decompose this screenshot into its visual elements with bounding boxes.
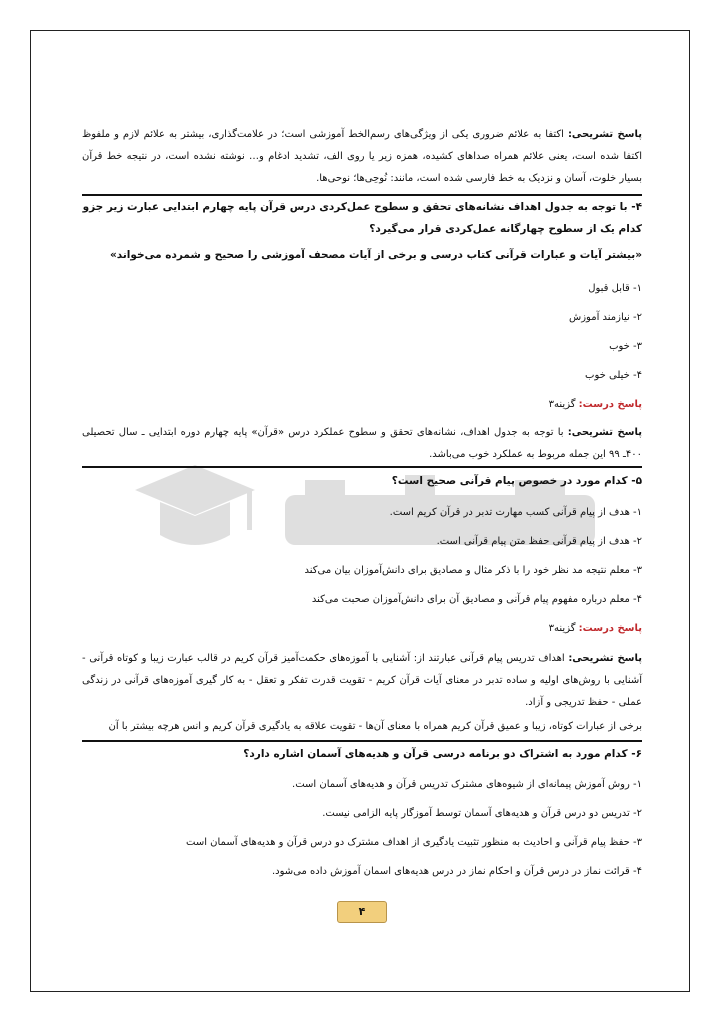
correct-answer-value: گزینه۳ [548, 623, 579, 634]
q4-option-1: ۱- قابل قبول [588, 283, 642, 294]
q6-option-1: ۱- روش آموزش پیمانه‌ای از شیوه‌های مشترک تدریس قرآن و هدیه‌های آسمان است. [292, 779, 642, 790]
question-4-options [82, 280, 642, 298]
q6-option-3-row [82, 834, 642, 852]
correct-answer-value: گزینه۳ [548, 399, 579, 410]
q4-option-3-row [82, 338, 642, 356]
q6-option-4-row [82, 863, 642, 881]
explanation-text: اهداف تدریس پیام قرآنی عبارتند از: آشنایی با آموزه‌های حکمت‌آمیز قرآن کریم در قالب عبارت زیبا و کوتاه قرآنی - آشنایی با روش‌های اولیه و ساده تدبر در معنای آیات قرآن کریم - تقویت قدرت تفکر و تعقل - به کار گیری آموزه‌های قرآنی در زندگی عملی - حفظ تدریجی و آزاد. [82, 653, 642, 708]
q5-option-1-row [82, 504, 642, 522]
explanation-label: پاسخ تشریحی: [567, 427, 643, 438]
section-divider [82, 466, 642, 468]
q4-option-3: ۳- خوب [609, 341, 642, 352]
q6-option-2: ۲- تدریس دو درس قرآن و هدیه‌های آسمان توسط آموزگار پایه الزامی نیست. [322, 808, 642, 819]
question-5-text: ۵- کدام مورد در خصوص پیام قرآنی صحیح است؟ [391, 475, 642, 487]
question-4 [82, 196, 642, 266]
q5-option-2-row [82, 533, 642, 551]
question-6 [82, 743, 642, 765]
q5-explanation-extra [82, 716, 642, 738]
q5-option-4-row [82, 591, 642, 609]
q4-option-4: ۴- خیلی خوب [585, 370, 642, 381]
q5-option-4: ۴- معلم درباره مفهوم پیام قرآنی و مصادیق آن برای دانش‌آموزان صحبت می‌کند [311, 594, 642, 605]
question-5 [82, 470, 642, 492]
q5-correct-answer [82, 620, 642, 638]
q4-option-4-row [82, 367, 642, 385]
correct-answer-label: پاسخ درست: [578, 399, 642, 410]
q6-option-3: ۳- حفظ پیام قرآنی و احادیث به منظور تثبیت یادگیری از اهداف مشترک دو درس قرآن و هدیه‌های آسمان است [186, 837, 642, 848]
q6-option-1-row [82, 776, 642, 794]
explanation-label: پاسخ تشریحی: [568, 653, 642, 664]
q5-option-3-row [82, 562, 642, 580]
explanation-text: اکتفا به علائم ضروری یکی از ویژگی‌های رسم‌الخط آموزشی است؛ در علامت‌گذاری، بیشتر به علائم لازم و ملفوظ اکتفا شده است، یعنی علائم همراه صداهای کشیده، همزه زیر یا روی الف، تشدید ادغام و… نوشته نشده است، در نتیجه خط قرآن بسیار خلوت، آسان و نزدیک به خط فارسی شده است، مانند: نُوحِی‌ها؛ نوحی‌ها. [82, 129, 642, 184]
q6-option-2-row [82, 805, 642, 823]
explanation-text: با توجه به جدول اهداف، نشانه‌های تحقق و سطوح عملکرد درس «قرآن» پایه چهارم دوره ابتدایی ـ سال تحصیلی ۴۰۰ـ ۹۹ این جمله مربوط به عملکرد خوب می‌باشد. [82, 427, 642, 460]
explanation-extra-text: برخی از عبارات کوتاه، زیبا و عمیق قرآن کریم همراه با معنای آن‌ها - تقویت علاقه به یادگیری قرآن کریم و انس هرچه بیشتر با آن [108, 721, 642, 732]
q6-option-4: ۴- قرائت نماز در درس قرآن و احکام نماز در درس هدیه‌های اسمان آموزش داده می‌شود. [271, 866, 642, 877]
explanation-label: پاسخ تشریحی: [567, 129, 642, 140]
q4-correct-answer [82, 396, 642, 414]
q4-option-2: ۲- نیازمند آموزش [569, 312, 642, 323]
q5-option-3: ۳- معلم نتیجه مد نظر خود را با ذکر مثال و مصادیق برای دانش‌آموزان بیان می‌کند [304, 565, 642, 576]
section-divider [82, 740, 642, 742]
q4-explanation [82, 422, 642, 466]
q5-option-1: ۱- هدف از پیام قرآنی کسب مهارت تدبر در قرآن کریم است. [389, 507, 642, 518]
page-number-badge: ۴ [337, 901, 387, 923]
question-4-quote: «بیشتر آیات و عبارات قرآنی کتاب درسی و برخی از آیات مصحف آموزشی را صحیح و شمرده می‌خواند» [109, 249, 642, 261]
q5-explanation [82, 648, 642, 714]
question-6-text: ۶- کدام مورد به اشتراک دو برنامه درسی قرآن و هدیه‌های آسمان اشاره دارد؟ [243, 748, 642, 760]
q5-option-2: ۲- هدف از پیام قرآنی حفظ متن پیام قرآنی است. [436, 536, 642, 547]
answer-explanation-block-3 [82, 124, 642, 190]
correct-answer-label: پاسخ درست: [578, 623, 642, 634]
q4-option-2-row [82, 309, 642, 327]
question-4-text: ۴- با توجه به جدول اهداف نشانه‌های تحقق و سطوح عمل‌کردی درس قرآن پایه چهارم ابتدایی عبارت زیر جزو کدام یک از سطوح چهارگانه عمل‌کردی قرار می‌گیرد؟ [82, 201, 642, 235]
